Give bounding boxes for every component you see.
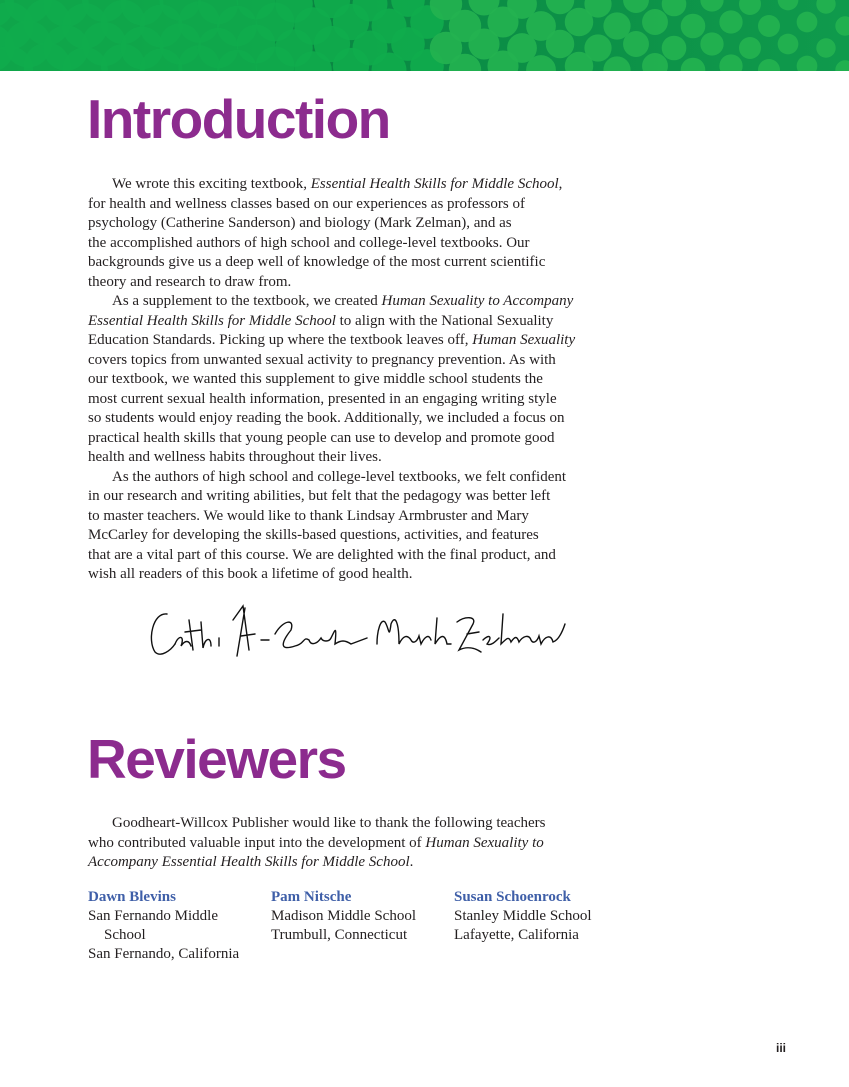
text-segment: backgrounds give us a deep well of knowledge of the most current scientific — [88, 254, 546, 270]
text-segment: . — [409, 854, 414, 870]
text-line — [88, 814, 628, 834]
dot-decoration — [584, 34, 611, 61]
dot-decoration — [816, 0, 835, 14]
dot-decoration — [816, 38, 835, 57]
text-segment: in our research and writing abilities, but felt that the pedagogy was better left — [88, 488, 551, 504]
italic-title-text: Essential Health Skills for Middle School — [88, 312, 336, 329]
text-segment: psychology (Catherine Sanderson) and biology (Mark Zelman), and as — [88, 215, 512, 231]
text-line — [88, 331, 628, 351]
dot-pattern-decoration — [0, 0, 849, 71]
reviewer-location: Lafayette, California — [454, 927, 579, 943]
header-banner — [0, 0, 849, 71]
reviewer-location: Trumbull, Connecticut — [271, 927, 408, 943]
dot-decoration — [739, 0, 761, 15]
text-line — [88, 234, 628, 254]
text-line — [88, 429, 628, 449]
text-segment: , — [558, 176, 563, 192]
dot-decoration — [623, 31, 649, 57]
dot-decoration — [681, 14, 706, 39]
reviewer-card — [271, 888, 461, 945]
text-line — [88, 273, 628, 293]
text-segment: to align with the National Sexuality — [335, 312, 554, 329]
text-segment: so students would enjoy reading the book. Additionally, we included a focus on — [88, 410, 565, 426]
text-line — [88, 175, 628, 195]
text-segment: McCarley for developing the skills-based questions, activities, and features — [88, 527, 539, 543]
text-segment: Education Standards. Picking up where the textbook leaves off, — [88, 332, 473, 348]
text-line — [88, 565, 628, 585]
dot-decoration — [700, 32, 723, 55]
reviewer-school-cont: School — [104, 927, 146, 943]
page-number: iii — [776, 1041, 787, 1055]
italic-title-text: Essential Health Skills for Middle School — [310, 176, 559, 192]
dot-decoration — [778, 0, 799, 10]
text-line — [88, 253, 628, 273]
text-segment: for health and wellness classes based on our experiences as professors of — [88, 195, 525, 212]
text-line — [88, 312, 628, 332]
reviewer-school: San Fernando Middle — [88, 908, 218, 924]
text-line — [88, 292, 628, 312]
text-line — [88, 214, 628, 234]
text-line — [88, 195, 628, 215]
reviewer-name: Pam Nitsche — [271, 889, 352, 905]
dot-decoration — [835, 60, 849, 71]
dot-decoration — [778, 34, 799, 55]
text-segment: We wrote this exciting textbook, — [112, 176, 311, 192]
text-segment: health and wellness habits throughout their lives. — [88, 449, 382, 465]
text-segment: As the authors of high school and college-level textbooks, we felt confident — [112, 468, 567, 485]
reviewer-name: Susan Schoenrock — [454, 889, 571, 905]
reviewer-name: Dawn Blevins — [88, 889, 176, 905]
dot-decoration — [662, 0, 687, 16]
text-line — [88, 390, 628, 410]
dot-decoration — [546, 30, 575, 59]
italic-title-text: Human Sexuality to Accompany — [381, 293, 574, 309]
text-line — [88, 487, 628, 507]
italic-title-text: Human Sexuality — [472, 332, 576, 348]
text-segment: covers topics from unwanted sexual activity to pregnancy prevention. As with — [88, 351, 556, 368]
author-signatures — [145, 600, 575, 665]
text-line — [88, 351, 628, 371]
reviewer-card — [454, 888, 644, 945]
text-segment: the accomplished authors of high school and college-level textbooks. Our — [88, 234, 530, 251]
text-segment: who contributed valuable input into the development of — [88, 834, 426, 851]
signature-sanderson — [151, 606, 367, 656]
text-segment: As a supplement to the textbook, we created — [112, 293, 382, 309]
text-segment: to master teachers. We would like to thank Lindsay Armbruster and Mary — [88, 507, 529, 524]
dot-decoration — [797, 12, 818, 33]
dot-decoration — [719, 54, 742, 71]
reviewer-location: San Fernando, California — [88, 946, 240, 962]
text-segment: wish all readers of this book a lifetime of good health. — [88, 566, 413, 582]
italic-title-text: Accompany Essential Health Skills for Middle School — [88, 854, 410, 870]
introduction-title: Introduction — [87, 88, 390, 150]
dot-decoration — [603, 56, 630, 71]
dot-decoration — [835, 16, 849, 35]
dot-decoration — [642, 53, 668, 71]
reviewer-card — [88, 888, 278, 964]
text-line — [88, 834, 628, 854]
signature-zelman — [377, 614, 565, 652]
dot-decoration — [623, 0, 649, 13]
introduction-body — [88, 175, 628, 585]
text-segment: that are a vital part of this course. We are delighted with the final product, and — [88, 546, 556, 563]
reviewers-title: Reviewers — [87, 728, 346, 790]
text-line — [88, 507, 628, 527]
text-line — [88, 409, 628, 429]
text-segment: most current sexual health information, presented in an engaging writing style — [88, 390, 557, 407]
text-segment: Goodheart-Willcox Publisher would like to thank the following teachers — [112, 815, 546, 831]
text-line — [88, 468, 628, 488]
text-segment: theory and research to draw from. — [88, 273, 292, 290]
text-segment: our textbook, we wanted this supplement to give middle school students the — [88, 371, 543, 387]
dot-decoration — [662, 36, 687, 61]
italic-title-text: Human Sexuality to — [425, 834, 544, 851]
dot-decoration — [719, 10, 742, 33]
text-line — [88, 448, 628, 468]
text-segment: practical health skills that young people can use to develop and promote good — [88, 429, 555, 446]
dot-decoration — [642, 9, 668, 35]
dot-decoration — [758, 59, 780, 71]
reviewer-school: Madison Middle School — [271, 908, 416, 924]
dot-decoration — [681, 58, 706, 71]
dot-decoration — [700, 0, 723, 12]
text-line — [88, 526, 628, 546]
dot-decoration — [797, 56, 818, 71]
text-line — [88, 546, 628, 566]
reviewers-intro — [88, 814, 628, 873]
reviewer-school: Stanley Middle School — [454, 908, 592, 924]
dot-decoration — [758, 15, 780, 37]
dot-decoration — [739, 37, 761, 59]
text-line — [88, 853, 628, 873]
text-line — [88, 370, 628, 390]
